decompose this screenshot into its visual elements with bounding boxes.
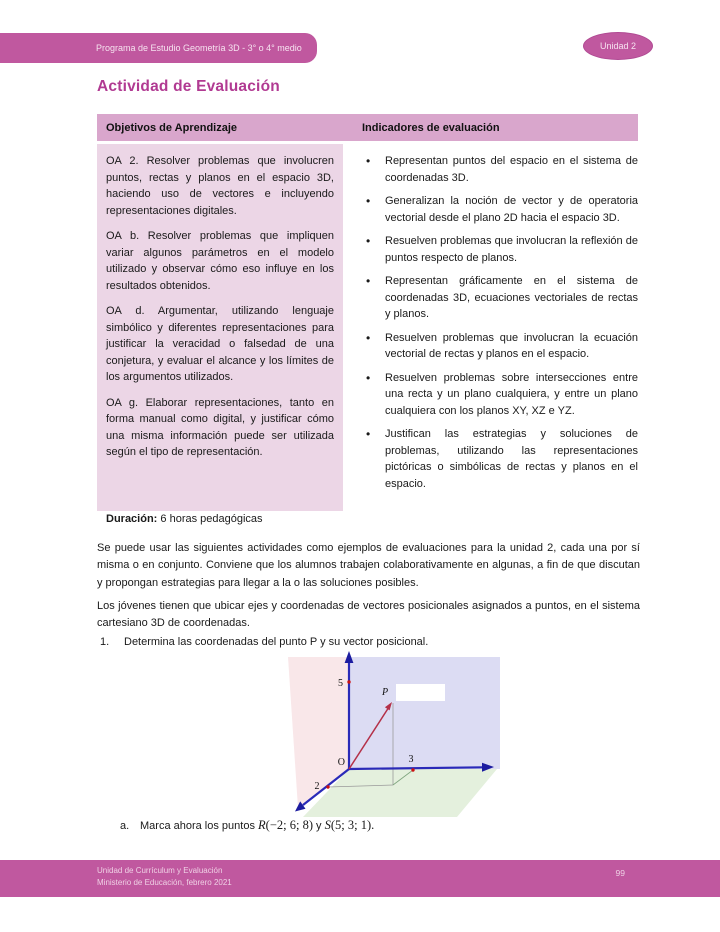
page-number: 99 xyxy=(615,868,625,878)
objetivo-paragraph: OA d. Argumentar, utilizando lenguaje simbólico y diferentes representaciones para justificar la veracidad o falsedad de una conjetura, y evaluar el alcance y los límites de los argumentos utilizados. xyxy=(106,305,334,383)
indicadores-cell xyxy=(352,144,638,511)
indicador-item: • Representan puntos del espacio en el sistema de coordenadas 3D. xyxy=(352,153,638,186)
indicador-item: • Representan gráficamente en el sistema de coordenadas 3D, ecuaciones vectoriales de rectas y planos. xyxy=(352,273,638,323)
intro-paragraph: Los jóvenes tienen que ubicar ejes y coordenadas de vectores posicionales asignados a puntos, en el sistema cartesiano 3D de coordenadas. xyxy=(97,600,640,630)
point-s-symbol: S xyxy=(324,818,331,832)
indicador-item: • Resuelven problemas sobre intersecciones entre una recta y un plano cualquiera, y entre un plano cualquiera con los planos XY, XZ e YZ. xyxy=(352,370,638,420)
indicador-item: • Generalizan la noción de vector y de operatoria vectorial desde el plano 2D hacia el espacio 3D. xyxy=(352,193,638,226)
duration-value: 6 horas pedagógicas xyxy=(160,513,263,525)
origin-label: O xyxy=(337,757,345,768)
exercise-1-number: 1. xyxy=(100,636,110,648)
indicador-item: • Justifican las estrategias y soluciones de problemas, utilizando las representaciones pictóricas o simbólicas de rectas y planos en el espacio. xyxy=(352,426,638,492)
evaluation-table xyxy=(97,114,638,511)
point-s-coords: (5; 3; 1) xyxy=(330,818,372,832)
y-tick-dot xyxy=(411,768,414,771)
program-badge xyxy=(0,33,317,63)
unit-badge-label: Unidad 2 xyxy=(599,41,637,51)
objetivo-paragraph: OA b. Resolver problemas que impliquen variar algunos parámetros en el modelo utilizado y observar cómo eso influye en los resultados obtenidos. xyxy=(106,230,334,292)
coordinate-diagram xyxy=(270,648,502,820)
exercise-1-text: Determina las coordenadas del punto P y su vector posicional. xyxy=(124,636,429,648)
exercise-1a-letter: a. xyxy=(120,820,130,832)
point-r-coords: (−2; 6; 8) xyxy=(265,818,313,832)
indicador-item: • Resuelven problemas que involucran la reflexión de puntos respecto de planos. xyxy=(352,233,638,266)
column-header-objetivos: Objetivos de Aprendizaje xyxy=(106,121,238,134)
answer-box[interactable] xyxy=(396,684,445,701)
page-footer xyxy=(0,860,720,897)
table-header-row xyxy=(97,114,638,141)
x-tick-dot xyxy=(326,785,329,788)
indicador-item: • Resuelven problemas que involucran la ecuación vectorial de rectas y planos en el espacio. xyxy=(352,330,638,363)
duration-label: Duración: xyxy=(106,513,158,525)
objetivo-paragraph: OA 2. Resolver problemas que involucren puntos, rectas y planos en el espacio 3D, haciendo uso de vectores e incluyendo representaciones digitales. xyxy=(106,155,334,217)
page-title: Actividad de Evaluación xyxy=(97,78,280,95)
z-tick-dot xyxy=(347,680,350,683)
footer-line2: Ministerio de Educación, febrero 2021 xyxy=(97,878,232,888)
objetivo-paragraph: OA g. Elaborar representaciones, tanto en forma manual como digital, y justificar cómo una misma información puede ser utilizada según el tipo de representación. xyxy=(106,396,334,458)
program-badge-label: Programa de Estudio Geometría 3D - 3° o 4° medio xyxy=(96,43,302,53)
table-body-row xyxy=(97,144,638,511)
x-tick-label: 2 xyxy=(314,781,320,792)
intro-paragraph: Se puede usar las siguientes actividades como ejemplos de evaluaciones para la unidad 2, cada una por sí misma o en conjunto. Conviene que los alumnos trabajen colaborativamente en algunas, a fin de que discutan y propongan estrategias para llegar a la o las soluciones posibles. xyxy=(97,542,640,589)
point-p-label: P xyxy=(382,687,389,698)
exercise-1a xyxy=(120,818,620,833)
duration-line xyxy=(106,513,263,525)
point-r-symbol: R xyxy=(258,818,266,832)
yz-plane xyxy=(349,657,500,769)
exercise-1 xyxy=(100,636,640,648)
objetivos-cell xyxy=(97,144,343,511)
y-tick-label: 3 xyxy=(408,754,414,765)
footer-line1: Unidad de Currículum y Evaluación xyxy=(97,866,223,875)
exercise-1a-text: Marca ahora los puntos R(−2; 6; 8) y S(5; 3; 1). xyxy=(140,818,375,832)
z-tick-label: 5 xyxy=(338,678,343,689)
footer-text xyxy=(97,865,232,897)
column-header-indicadores: Indicadores de evaluación xyxy=(362,121,500,134)
unit-badge xyxy=(583,32,653,60)
